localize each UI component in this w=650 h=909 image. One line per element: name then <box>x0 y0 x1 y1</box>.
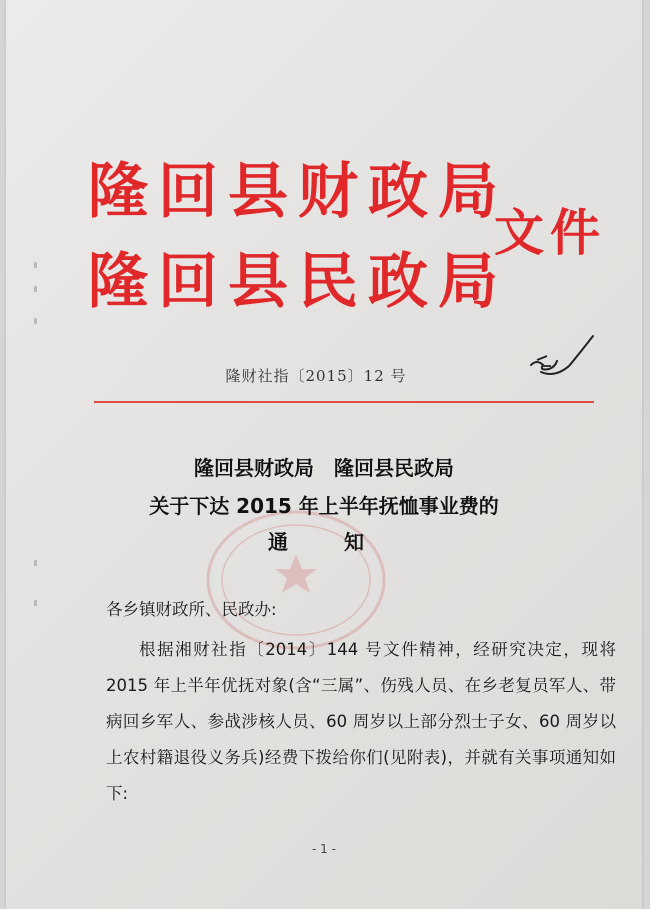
page-number: - 1 - <box>312 842 336 856</box>
title-line-2: 关于下达 2015 年上半年抚恤事业费的 <box>149 494 499 518</box>
binding-hole <box>34 286 37 292</box>
body-paragraph-container <box>106 632 616 812</box>
binding-hole <box>34 600 37 606</box>
document-page <box>6 0 642 909</box>
title-line-3: 通知 <box>268 530 420 554</box>
document-label: 文件 <box>494 203 606 262</box>
binding-hole <box>34 318 37 324</box>
binding-hole <box>34 262 37 268</box>
red-divider <box>94 401 594 403</box>
title-line-1: 隆回县财政局 隆回县民政局 <box>194 456 454 480</box>
issuing-org-1: 隆回县财政局 <box>88 157 508 227</box>
document-number: 隆财社指〔2015〕12 号 <box>225 367 407 385</box>
body-paragraph: 根据湘财社指〔2014〕144 号文件精神，经研究决定，现将 2015 年上半年优抚对象(含“三属”、伤残人员、在乡老复员军人、带病回乡军人、参战涉核人员、60 周岁以上部分烈士子女、60 周岁以上农村籍退役义务兵)经费下拨给你们(见附表)，并就有关事项通知如下: <box>106 640 616 803</box>
issuing-org-2: 隆回县民政局 <box>88 247 508 317</box>
binding-hole <box>34 560 37 566</box>
salutation: 各乡镇财政所、民政办: <box>106 600 277 619</box>
